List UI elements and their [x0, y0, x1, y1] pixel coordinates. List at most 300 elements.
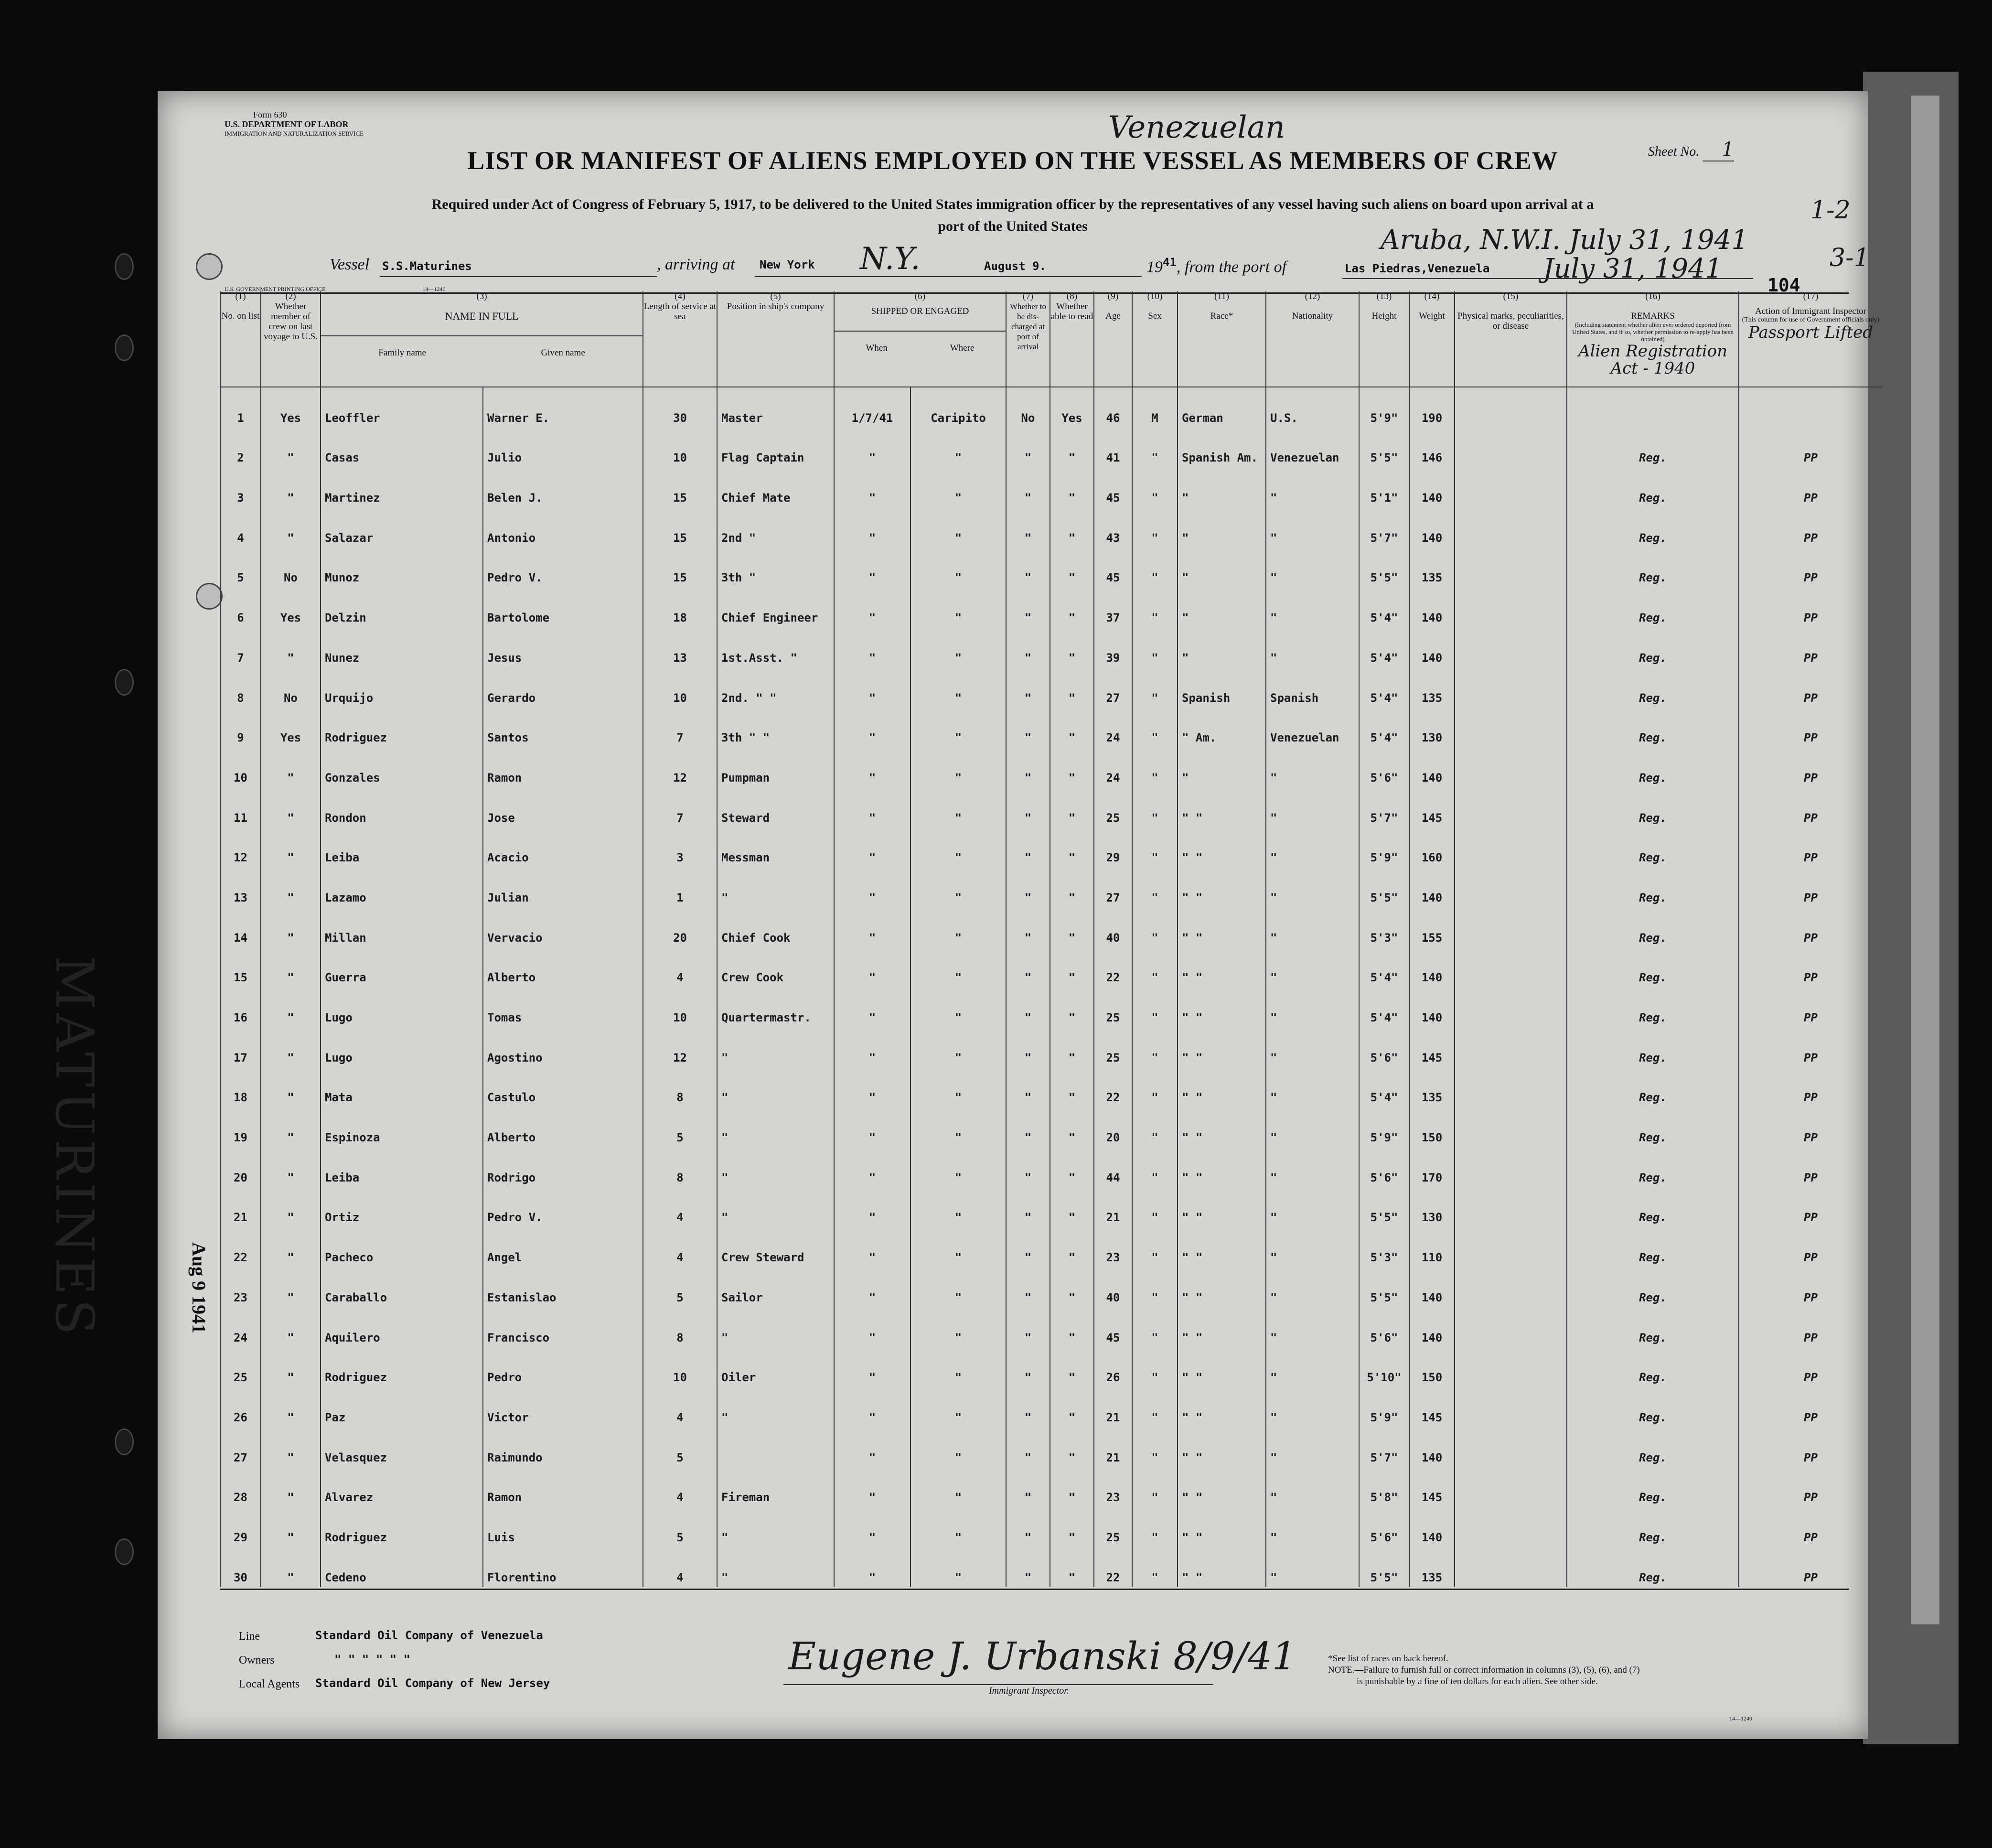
age-cell: 23 [1094, 1467, 1132, 1507]
member-last-voyage-cell: " [261, 467, 321, 507]
weight-cell: 140 [1409, 1507, 1455, 1547]
row-number-cell: 2 [220, 428, 261, 468]
row-number-cell: 3 [220, 467, 261, 507]
nationality-cell: " [1266, 1107, 1359, 1147]
member-last-voyage-cell: " [261, 1107, 321, 1147]
shipped-where-cell: " [910, 1187, 1006, 1227]
shipped-where-cell: " [910, 708, 1006, 748]
col-position-header: (5) Position in ship's company [717, 291, 834, 387]
shipped-where-cell: " [910, 907, 1006, 947]
length-of-service-cell: 4 [643, 1547, 717, 1587]
race-cell: " " [1178, 1027, 1266, 1067]
nationality-cell: " [1266, 987, 1359, 1027]
table-row [220, 867, 1882, 907]
nationality-cell: " [1266, 1507, 1359, 1547]
member-last-voyage-cell: " [261, 787, 321, 827]
position-cell: Chief Mate [717, 467, 834, 507]
handwritten-venezuelan: Venezuelan [1108, 110, 1285, 145]
length-of-service-cell: 8 [643, 1307, 717, 1347]
height-cell: 5'3" [1359, 907, 1409, 947]
shipped-when-cell: " [834, 428, 910, 468]
row-number-cell: 10 [220, 747, 261, 787]
shipped-where-cell: " [910, 1027, 1006, 1067]
height-cell: 5'4" [1359, 627, 1409, 667]
sex-cell: " [1132, 947, 1178, 988]
weight-cell: 150 [1409, 1347, 1455, 1387]
physical-marks-cell [1455, 708, 1567, 748]
age-cell: 25 [1094, 1507, 1132, 1547]
from-date-hand: July 31, 1941 [1543, 253, 1723, 284]
shipped-where-cell: " [910, 827, 1006, 868]
length-of-service-cell: 13 [643, 627, 717, 667]
length-of-service-cell: 1 [643, 867, 717, 907]
nationality-cell: " [1266, 867, 1359, 907]
able-to-read-cell: " [1050, 827, 1094, 868]
sex-cell: " [1132, 1467, 1178, 1507]
col-race-header: (11) Race* [1178, 291, 1266, 387]
form-id-block [225, 110, 364, 139]
inspector-action-cell: PP [1739, 708, 1882, 748]
age-cell: 44 [1094, 1147, 1132, 1187]
remarks-cell: Reg. [1567, 1027, 1739, 1067]
col-discharged-header: (7) Whether to be dis-charged at port of arrival [1006, 291, 1050, 387]
family-name-cell: Rodriguez [321, 708, 483, 748]
table-row [220, 827, 1882, 868]
remarks-cell: Reg. [1567, 507, 1739, 548]
length-of-service-cell: 8 [643, 1147, 717, 1187]
weight-cell: 135 [1409, 548, 1455, 588]
family-name-cell: Leiba [321, 827, 483, 868]
row-number-cell: 25 [220, 1347, 261, 1387]
able-to-read-cell: " [1050, 1427, 1094, 1467]
length-of-service-cell: 15 [643, 507, 717, 548]
height-cell: 5'5" [1359, 867, 1409, 907]
to-be-discharged-cell: " [1006, 627, 1050, 667]
height-cell: 5'4" [1359, 587, 1409, 627]
remarks-cell [1567, 387, 1739, 428]
physical-marks-cell [1455, 1107, 1567, 1147]
inspector-action-cell: PP [1739, 1547, 1882, 1587]
given-name-cell: Florentino [483, 1547, 643, 1587]
to-be-discharged-cell: " [1006, 787, 1050, 827]
footer-rule [220, 1589, 1849, 1590]
able-to-read-cell: " [1050, 1107, 1094, 1147]
subtitle-line-2: port of the United States [938, 218, 1088, 234]
position-cell: " [717, 1027, 834, 1067]
shipped-where-cell: " [910, 1427, 1006, 1467]
race-cell: " " [1178, 907, 1266, 947]
footer-note [1328, 1653, 1640, 1687]
length-of-service-cell: 8 [643, 1067, 717, 1107]
height-cell: 5'5" [1359, 428, 1409, 468]
physical-marks-cell [1455, 1507, 1567, 1547]
sex-cell: " [1132, 548, 1178, 588]
col-remarks-header: (16) REMARKS (Including statement whether alien ever ordered deported from United States, and if so, whether permission to re-apply has been obtained) Alien Registration Act - 1940 [1567, 291, 1739, 387]
position-cell: Oiler [717, 1347, 834, 1387]
table-row [220, 1107, 1882, 1147]
to-be-discharged-cell: No [1006, 387, 1050, 428]
to-be-discharged-cell: " [1006, 1147, 1050, 1187]
weight-cell: 140 [1409, 987, 1455, 1027]
age-cell: 21 [1094, 1427, 1132, 1467]
nationality-cell: Spanish [1266, 667, 1359, 708]
position-cell: 2nd " [717, 507, 834, 548]
race-cell: " " [1178, 1507, 1266, 1547]
member-last-voyage-cell: No [261, 667, 321, 708]
row-number-cell: 1 [220, 387, 261, 428]
remarks-cell: Reg. [1567, 1107, 1739, 1147]
inspector-action-cell: PP [1739, 827, 1882, 868]
member-last-voyage-cell: " [261, 987, 321, 1027]
height-cell: 5'4" [1359, 947, 1409, 988]
inspector-action-cell: PP [1739, 507, 1882, 548]
inspector-signature: Eugene J. Urbanski 8/9/41 [788, 1634, 1296, 1678]
remarks-cell: Reg. [1567, 467, 1739, 507]
nationality-cell: " [1266, 787, 1359, 827]
shipped-where-cell: " [910, 1507, 1006, 1547]
shipped-when-cell: " [834, 1427, 910, 1467]
given-name-cell: Pedro V. [483, 548, 643, 588]
weight-cell: 140 [1409, 1307, 1455, 1347]
inspector-action-cell: PP [1739, 787, 1882, 827]
shipped-when-cell: " [834, 787, 910, 827]
penalty-note-2: is punishable by a fine of ten dollars for each alien. See other side. [1357, 1676, 1598, 1687]
nationality-cell: " [1266, 548, 1359, 588]
to-be-discharged-cell: " [1006, 1027, 1050, 1067]
weight-cell: 146 [1409, 428, 1455, 468]
member-last-voyage-cell: " [261, 1387, 321, 1427]
inspector-action-cell: PP [1739, 867, 1882, 907]
physical-marks-cell [1455, 587, 1567, 627]
age-cell: 41 [1094, 428, 1132, 468]
inspector-action-cell: PP [1739, 1467, 1882, 1507]
age-cell: 37 [1094, 587, 1132, 627]
sex-cell: " [1132, 787, 1178, 827]
col-member-header: (2) Whether member of crew on last voyage to U.S. [261, 291, 321, 387]
position-cell: 1st.Asst. " [717, 627, 834, 667]
table-row [220, 627, 1882, 667]
race-cell: " [1178, 467, 1266, 507]
family-name-cell: Paz [321, 1387, 483, 1427]
table-row [220, 708, 1882, 748]
race-cell: " " [1178, 1107, 1266, 1147]
height-cell: 5'7" [1359, 1427, 1409, 1467]
length-of-service-cell: 5 [643, 1427, 717, 1467]
able-to-read-cell: " [1050, 1307, 1094, 1347]
to-be-discharged-cell: " [1006, 587, 1050, 627]
able-to-read-cell: " [1050, 867, 1094, 907]
able-to-read-cell: " [1050, 1067, 1094, 1107]
service: IMMIGRATION AND NATURALIZATION SERVICE [225, 130, 364, 137]
shipped-where-cell: " [910, 1147, 1006, 1187]
inspector-action-cell: PP [1739, 467, 1882, 507]
member-last-voyage-cell: " [261, 1507, 321, 1547]
year-prefix: 19 [1146, 258, 1163, 276]
able-to-read-cell: " [1050, 507, 1094, 548]
inspector-action-cell: PP [1739, 1147, 1882, 1187]
position-cell: Sailor [717, 1267, 834, 1307]
able-to-read-cell: " [1050, 1027, 1094, 1067]
department: U.S. DEPARTMENT OF LABOR [225, 119, 349, 129]
member-last-voyage-cell: " [261, 1467, 321, 1507]
position-cell [717, 1427, 834, 1467]
physical-marks-cell [1455, 667, 1567, 708]
family-name-cell: Millan [321, 907, 483, 947]
age-cell: 25 [1094, 987, 1132, 1027]
length-of-service-cell: 12 [643, 1027, 717, 1067]
weight-cell: 130 [1409, 708, 1455, 748]
race-cell: " [1178, 587, 1266, 627]
table-row [220, 548, 1882, 588]
length-of-service-cell: 20 [643, 907, 717, 947]
member-last-voyage-cell: " [261, 867, 321, 907]
height-cell: 5'4" [1359, 667, 1409, 708]
member-last-voyage-cell: " [261, 1427, 321, 1467]
col-service-header: (4) Length of service at sea [643, 291, 717, 387]
remarks-cell: Reg. [1567, 1387, 1739, 1427]
race-cell: " [1178, 747, 1266, 787]
shipped-where-cell: Caripito [910, 387, 1006, 428]
position-cell: " [717, 867, 834, 907]
sex-cell: " [1132, 747, 1178, 787]
physical-marks-cell [1455, 1187, 1567, 1227]
shipped-when-cell: 1/7/41 [834, 387, 910, 428]
height-cell: 5'5" [1359, 1187, 1409, 1227]
weight-cell: 135 [1409, 1067, 1455, 1107]
age-cell: 21 [1094, 1387, 1132, 1427]
height-cell: 5'9" [1359, 1107, 1409, 1147]
position-cell: " [717, 1547, 834, 1587]
shipped-where-cell: " [910, 1227, 1006, 1267]
shipped-when-cell: " [834, 667, 910, 708]
length-of-service-cell: 4 [643, 1227, 717, 1267]
member-last-voyage-cell: " [261, 827, 321, 868]
weight-cell: 140 [1409, 507, 1455, 548]
nationality-cell: " [1266, 747, 1359, 787]
able-to-read-cell: " [1050, 987, 1094, 1027]
shipped-when-cell: " [834, 1147, 910, 1187]
table-row [220, 1267, 1882, 1307]
given-name-header: Given name [541, 348, 585, 358]
weight-cell: 160 [1409, 827, 1455, 868]
nationality-cell: " [1266, 507, 1359, 548]
sex-cell: " [1132, 507, 1178, 548]
shipped-when-cell: " [834, 627, 910, 667]
inspector-action-cell: PP [1739, 907, 1882, 947]
able-to-read-cell: " [1050, 708, 1094, 748]
nationality-cell: Venezuelan [1266, 708, 1359, 748]
age-cell: 24 [1094, 708, 1132, 748]
family-name-cell: Guerra [321, 947, 483, 988]
from-label: , from the port of [1176, 258, 1287, 276]
shipped-when-cell: " [834, 907, 910, 947]
member-last-voyage-cell: " [261, 1227, 321, 1267]
shipped-when-cell: " [834, 1467, 910, 1507]
length-of-service-cell: 4 [643, 1387, 717, 1427]
col-age-header: (9) Age [1094, 291, 1132, 387]
table-row [220, 1507, 1882, 1547]
shipped-where-cell: " [910, 507, 1006, 548]
family-name-cell: Cedeno [321, 1547, 483, 1587]
given-name-cell: Santos [483, 708, 643, 748]
physical-marks-cell [1455, 1227, 1567, 1267]
able-to-read-cell: " [1050, 787, 1094, 827]
shipped-when-cell: " [834, 548, 910, 588]
race-cell: " [1178, 507, 1266, 548]
sex-cell: " [1132, 1147, 1178, 1187]
table-row [220, 747, 1882, 787]
row-number-cell: 16 [220, 987, 261, 1027]
row-number-cell: 26 [220, 1387, 261, 1427]
physical-marks-cell [1455, 1307, 1567, 1347]
race-cell: " " [1178, 1067, 1266, 1107]
row-number-cell: 13 [220, 867, 261, 907]
footer-labels [239, 1624, 300, 1696]
inspector-action-cell: PP [1739, 1387, 1882, 1427]
family-name-cell: Casas [321, 428, 483, 468]
shipped-where-cell: " [910, 1387, 1006, 1427]
family-name-cell: Alvarez [321, 1467, 483, 1507]
vessel-name: S.S.Maturines [382, 259, 472, 273]
weight-cell: 130 [1409, 1187, 1455, 1227]
shipped-where-cell: " [910, 1547, 1006, 1587]
shipped-when-cell: " [834, 1387, 910, 1427]
age-cell: 45 [1094, 1307, 1132, 1347]
weight-cell: 145 [1409, 1387, 1455, 1427]
nationality-cell: Venezuelan [1266, 428, 1359, 468]
given-name-cell: Angel [483, 1227, 643, 1267]
form-number: Form 630 [253, 110, 287, 119]
family-name-cell: Nunez [321, 627, 483, 667]
physical-marks-cell [1455, 867, 1567, 907]
shipped-when-cell: " [834, 1267, 910, 1307]
table-row [220, 1427, 1882, 1467]
position-cell: Pumpman [717, 747, 834, 787]
to-be-discharged-cell: " [1006, 1347, 1050, 1387]
binder-edge-inner [1911, 96, 1939, 1624]
family-name-cell: Velasquez [321, 1427, 483, 1467]
able-to-read-cell: " [1050, 947, 1094, 988]
physical-marks-cell [1455, 387, 1567, 428]
shipped-where-cell: " [910, 667, 1006, 708]
height-cell: 5'8" [1359, 1467, 1409, 1507]
given-name-cell: Antonio [483, 507, 643, 548]
family-name-cell: Caraballo [321, 1267, 483, 1307]
member-last-voyage-cell: " [261, 1267, 321, 1307]
remarks-cell: Reg. [1567, 1547, 1739, 1587]
physical-marks-cell [1455, 627, 1567, 667]
nationality-cell: " [1266, 907, 1359, 947]
weight-cell: 140 [1409, 1267, 1455, 1307]
sheet-value: 1 [1703, 139, 1734, 161]
margin-mark-2: 3-1 [1830, 244, 1870, 272]
col-shipped-header: (6) SHIPPED OR ENGAGED When Where [834, 291, 1006, 387]
shipped-when-cell: " [834, 827, 910, 868]
remarks-cell: Reg. [1567, 747, 1739, 787]
able-to-read-cell: " [1050, 747, 1094, 787]
print-code-top: 14—1240 [422, 286, 446, 292]
line-label: Line [239, 1630, 260, 1643]
height-cell: 5'5" [1359, 548, 1409, 588]
height-cell: 5'4" [1359, 708, 1409, 748]
shipped-when-cell: " [834, 1227, 910, 1267]
inspector-action-cell: PP [1739, 587, 1882, 627]
sex-cell: " [1132, 708, 1178, 748]
shipped-when-cell: " [834, 1187, 910, 1227]
able-to-read-cell: " [1050, 1227, 1094, 1267]
position-cell: " [717, 1067, 834, 1107]
length-of-service-cell: 5 [643, 1107, 717, 1147]
table-row [220, 587, 1882, 627]
sex-cell: " [1132, 1227, 1178, 1267]
length-of-service-cell: 7 [643, 708, 717, 748]
row-number-cell: 21 [220, 1187, 261, 1227]
row-number-cell: 8 [220, 667, 261, 708]
row-number-cell: 15 [220, 947, 261, 988]
member-last-voyage-cell: " [261, 1027, 321, 1067]
sex-cell: " [1132, 1187, 1178, 1227]
race-cell: " " [1178, 1347, 1266, 1387]
height-cell: 5'6" [1359, 1147, 1409, 1187]
given-name-cell: Ramon [483, 747, 643, 787]
shipped-when-cell: " [834, 1547, 910, 1587]
shipped-where-cell: " [910, 428, 1006, 468]
race-cell: Spanish Am. [1178, 428, 1266, 468]
length-of-service-cell: 5 [643, 1267, 717, 1307]
to-be-discharged-cell: " [1006, 1187, 1050, 1227]
table-row [220, 428, 1882, 468]
age-cell: 23 [1094, 1227, 1132, 1267]
shipped-where-cell: " [910, 1267, 1006, 1307]
inspector-action-cell: PP [1739, 627, 1882, 667]
race-cell: " " [1178, 827, 1266, 868]
family-name-cell: Lazamo [321, 867, 483, 907]
position-cell: " [717, 1107, 834, 1147]
agents-value: Standard Oil Company of New Jersey [315, 1676, 550, 1690]
nationality-cell: " [1266, 1427, 1359, 1467]
weight-cell: 145 [1409, 787, 1455, 827]
given-name-cell: Ramon [483, 1467, 643, 1507]
row-number-cell: 30 [220, 1547, 261, 1587]
height-cell: 5'6" [1359, 1027, 1409, 1067]
race-cell: " " [1178, 787, 1266, 827]
sex-cell: " [1132, 867, 1178, 907]
sex-cell: " [1132, 667, 1178, 708]
length-of-service-cell: 4 [643, 1467, 717, 1507]
weight-cell: 140 [1409, 627, 1455, 667]
remarks-cell: Reg. [1567, 1307, 1739, 1347]
page-title: LIST OR MANIFEST OF ALIENS EMPLOYED ON THE VESSEL AS MEMBERS OF CREW [467, 146, 1558, 175]
given-name-cell: Vervacio [483, 907, 643, 947]
race-cell: " [1178, 548, 1266, 588]
where-header: Where [950, 343, 975, 353]
weight-cell: 140 [1409, 1427, 1455, 1467]
position-cell: " [717, 1307, 834, 1347]
shipped-where-cell: " [910, 1347, 1006, 1387]
to-be-discharged-cell: " [1006, 827, 1050, 868]
position-cell: 3th " " [717, 708, 834, 748]
shipped-when-cell: " [834, 1107, 910, 1147]
shipped-where-cell: " [910, 627, 1006, 667]
height-cell: 5'7" [1359, 507, 1409, 548]
length-of-service-cell: 5 [643, 1507, 717, 1547]
table-row [220, 667, 1882, 708]
given-name-cell: Agostino [483, 1027, 643, 1067]
height-cell: 5'6" [1359, 1307, 1409, 1347]
family-name-cell: Espinoza [321, 1107, 483, 1147]
race-cell: " " [1178, 1307, 1266, 1347]
remarks-cell: Reg. [1567, 627, 1739, 667]
